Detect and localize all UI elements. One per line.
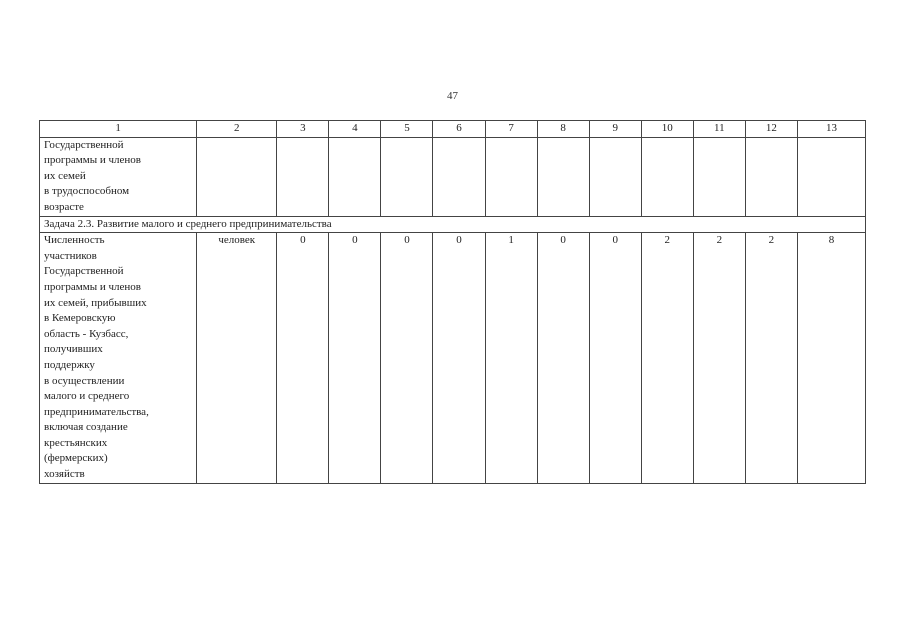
value-cell: 1 xyxy=(485,233,537,484)
column-header: 5 xyxy=(381,121,433,138)
indicator-line: их семей xyxy=(44,169,86,182)
indicator-line: в Кемеровскую xyxy=(44,312,116,325)
indicator-line: хозяйств xyxy=(44,468,85,481)
value-cell: 2 xyxy=(641,233,693,484)
empty-cell xyxy=(381,137,433,216)
section-title: Задача 2.3. Развитие малого и среднего предпринимательства xyxy=(40,216,866,233)
column-header: 4 xyxy=(329,121,381,138)
indicator-line: программы и членов xyxy=(44,280,141,293)
indicator-name-cell xyxy=(40,137,197,216)
column-header: 7 xyxy=(485,121,537,138)
indicator-line: поддержку xyxy=(44,358,95,371)
indicator-line: крестьянских xyxy=(44,436,108,449)
value-cell: 0 xyxy=(537,233,589,484)
empty-cell xyxy=(537,137,589,216)
indicator-line: участников xyxy=(44,249,97,262)
indicator-line: их семей, прибывших xyxy=(44,296,147,309)
table-row-indicator xyxy=(40,233,866,484)
value-cell: 0 xyxy=(277,233,329,484)
column-header: 1 xyxy=(40,121,197,138)
value-cell: 2 xyxy=(693,233,745,484)
indicator-line: предпринимательства, xyxy=(44,405,149,418)
indicator-table xyxy=(39,120,866,484)
indicator-line: (фермерских) xyxy=(44,452,108,465)
column-header: 2 xyxy=(197,121,277,138)
value-cell: 0 xyxy=(329,233,381,484)
column-header: 3 xyxy=(277,121,329,138)
column-header: 13 xyxy=(797,121,865,138)
page-number: 47 xyxy=(447,90,458,102)
indicator-line: Государственной xyxy=(44,138,124,151)
column-header: 11 xyxy=(693,121,745,138)
indicator-line: в осуществлении xyxy=(44,374,125,387)
empty-cell xyxy=(277,137,329,216)
empty-cell xyxy=(329,137,381,216)
header-row xyxy=(40,121,866,138)
indicator-line: в трудоспособном xyxy=(44,185,130,198)
column-header: 8 xyxy=(537,121,589,138)
value-cell: 2 xyxy=(745,233,797,484)
indicator-line: возрасте xyxy=(44,200,84,213)
empty-cell xyxy=(433,137,485,216)
empty-cell xyxy=(485,137,537,216)
indicator-line: Численность xyxy=(44,234,105,247)
empty-cell xyxy=(589,137,641,216)
value-cell: 8 xyxy=(797,233,865,484)
value-cell: 0 xyxy=(381,233,433,484)
indicator-line: программы и членов xyxy=(44,154,141,167)
section-row xyxy=(40,216,866,233)
indicator-line: получивших xyxy=(44,343,103,356)
column-header: 12 xyxy=(745,121,797,138)
indicator-line: Государственной xyxy=(44,265,124,278)
empty-cell xyxy=(745,137,797,216)
value-cell: 0 xyxy=(589,233,641,484)
empty-cell xyxy=(693,137,745,216)
column-header: 6 xyxy=(433,121,485,138)
empty-cell xyxy=(797,137,865,216)
column-header: 10 xyxy=(641,121,693,138)
indicator-name-cell xyxy=(40,233,197,484)
table-row-continued xyxy=(40,137,866,216)
empty-cell xyxy=(197,137,277,216)
value-cell: 0 xyxy=(433,233,485,484)
indicator-line: малого и среднего xyxy=(44,390,130,403)
indicator-line: область - Кузбасс, xyxy=(44,327,129,340)
indicator-line: включая создание xyxy=(44,421,128,434)
unit-cell: человек xyxy=(197,233,277,484)
empty-cell xyxy=(641,137,693,216)
column-header: 9 xyxy=(589,121,641,138)
